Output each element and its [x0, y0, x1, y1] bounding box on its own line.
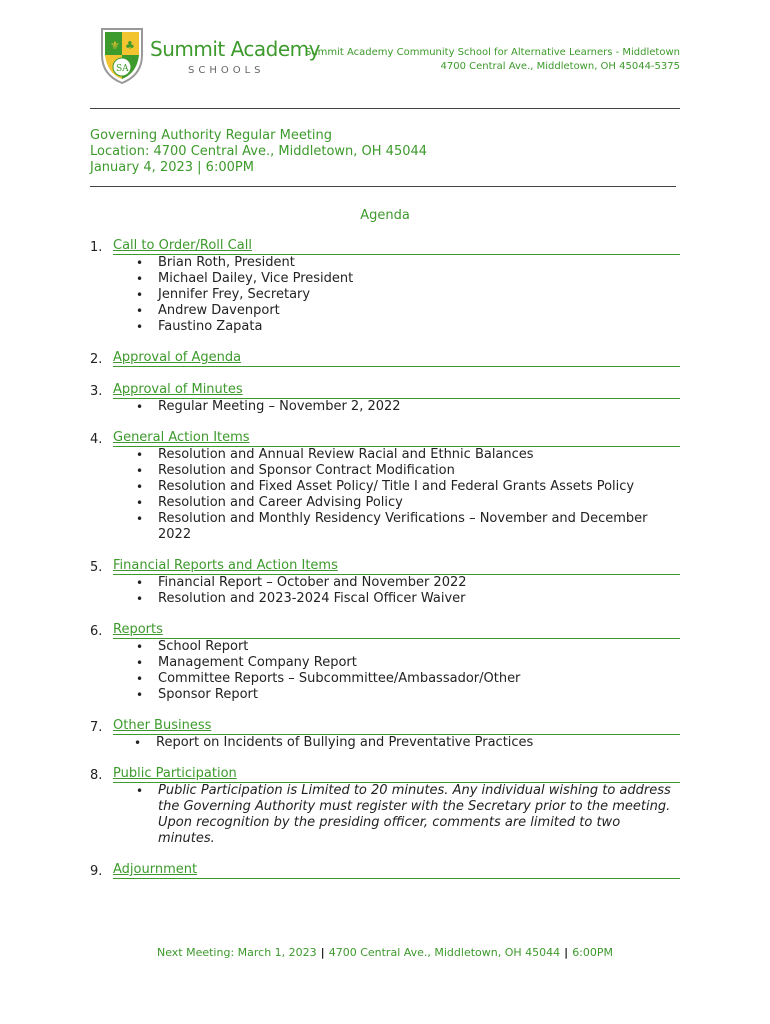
agenda-section-title: Approval of Minutes — [113, 382, 680, 399]
agenda-section-number: 2. — [90, 352, 103, 367]
agenda-section — [90, 718, 680, 751]
agenda-section-heading — [90, 766, 680, 783]
agenda-section — [90, 350, 680, 367]
agenda-section-title: Financial Reports and Action Items — [113, 558, 680, 575]
agenda-section — [90, 238, 680, 335]
agenda-section — [90, 430, 680, 543]
agenda-item: • Public Participation is Limited to 20 minutes. Any individual wishing to address the Governing Authority must register with the Secretary prior to the meeting. Upon recognition by the presiding officer, comments are limited to two minutes. — [90, 783, 678, 847]
agenda-section — [90, 766, 680, 847]
agenda-item: • Faustino Zapata — [90, 319, 680, 335]
footer-time: 6:00PM — [572, 946, 614, 959]
agenda-item-list — [90, 399, 680, 415]
agenda-item: • Management Company Report — [90, 655, 680, 671]
agenda-item-list — [90, 447, 680, 543]
brand-name: Summit Academy — [150, 37, 320, 61]
agenda-section-number: 3. — [90, 384, 103, 399]
agenda-section-title: Public Participation — [113, 766, 680, 783]
school-info — [305, 46, 680, 74]
agenda-section-title: Call to Order/Roll Call — [113, 238, 680, 255]
agenda-section-title: Approval of Agenda — [113, 350, 680, 367]
footer-separator: | — [564, 946, 569, 959]
agenda-section-number: 6. — [90, 624, 103, 639]
agenda-section — [90, 558, 680, 607]
agenda-item: • Resolution and Annual Review Racial and Ethnic Balances — [90, 447, 680, 463]
agenda-item-list — [90, 575, 680, 607]
footer-address: 4700 Central Ave., Middletown, OH 45044 — [328, 946, 561, 959]
footer-next-meeting: Next Meeting: March 1, 2023 — [156, 946, 317, 959]
shield-logo-icon — [97, 25, 147, 85]
header-divider — [90, 108, 680, 109]
agenda-section-heading — [90, 350, 680, 367]
agenda-section — [90, 622, 680, 703]
agenda-section-number: 5. — [90, 560, 103, 575]
agenda-item-list — [90, 255, 680, 335]
meeting-location: Location: 4700 Central Ave., Middletown, OH 45044 — [90, 144, 428, 159]
agenda-section-heading — [90, 622, 680, 639]
agenda-section-number: 1. — [90, 240, 103, 255]
meeting-divider — [90, 186, 676, 187]
agenda-section-title: Reports — [113, 622, 680, 639]
agenda-item: • School Report — [90, 639, 680, 655]
agenda-item: • Resolution and 2023-2024 Fiscal Officer Waiver — [90, 591, 680, 607]
footer-separator: | — [320, 946, 325, 959]
agenda-item: • Brian Roth, President — [90, 255, 680, 271]
agenda-item: • Andrew Davenport — [90, 303, 680, 319]
agenda-item-list — [90, 639, 680, 703]
agenda-item: • Resolution and Monthly Residency Verifications – November and December 2022 — [90, 511, 680, 543]
agenda-section — [90, 862, 680, 879]
svg-text:♣: ♣ — [125, 39, 135, 52]
agenda-section-heading — [90, 558, 680, 575]
school-logo — [97, 25, 320, 87]
agenda-section-number: 7. — [90, 720, 103, 735]
agenda-item: • Regular Meeting – November 2, 2022 — [90, 399, 680, 415]
agenda-list — [90, 238, 680, 894]
svg-text:⚜: ⚜ — [110, 39, 120, 52]
meeting-title: Governing Authority Regular Meeting — [90, 128, 333, 143]
agenda-item: • Sponsor Report — [90, 687, 680, 703]
agenda-section-title: Adjournment — [113, 862, 680, 879]
footer — [0, 946, 770, 959]
agenda-item-list — [90, 735, 680, 751]
agenda-title: Agenda — [360, 208, 410, 223]
agenda-item: • Resolution and Career Advising Policy — [90, 495, 680, 511]
agenda-item: • Financial Report – October and November 2022 — [90, 575, 680, 591]
meeting-datetime: January 4, 2023 | 6:00PM — [90, 160, 254, 175]
agenda-section-heading — [90, 238, 680, 255]
agenda-item: • Report on Incidents of Bullying and Preventative Practices — [90, 735, 680, 751]
agenda-section-title: Other Business — [113, 718, 680, 735]
agenda-item: • Resolution and Fixed Asset Policy/ Title I and Federal Grants Assets Policy — [90, 479, 680, 495]
agenda-item: • Resolution and Sponsor Contract Modification — [90, 463, 680, 479]
brand-subtitle: SCHOOLS — [188, 65, 265, 76]
agenda-section-number: 4. — [90, 432, 103, 447]
agenda-section-title: General Action Items — [113, 430, 680, 447]
agenda-section-heading — [90, 718, 680, 735]
svg-text:SA: SA — [116, 64, 129, 74]
agenda-item: • Committee Reports – Subcommittee/Ambassador/Other — [90, 671, 680, 687]
agenda-section — [90, 382, 680, 415]
school-name-line: Summit Academy Community School for Alternative Learners - Middletown — [304, 47, 680, 58]
agenda-section-number: 9. — [90, 864, 103, 879]
agenda-item: • Jennifer Frey, Secretary — [90, 287, 680, 303]
agenda-section-heading — [90, 382, 680, 399]
meeting-info — [90, 128, 427, 176]
agenda-section-heading — [90, 430, 680, 447]
agenda-item: • Michael Dailey, Vice President — [90, 271, 680, 287]
school-address-line: 4700 Central Ave., Middletown, OH 45044-5375 — [440, 61, 680, 72]
agenda-section-number: 8. — [90, 768, 103, 783]
agenda-item-list — [90, 783, 680, 847]
agenda-section-heading — [90, 862, 680, 879]
